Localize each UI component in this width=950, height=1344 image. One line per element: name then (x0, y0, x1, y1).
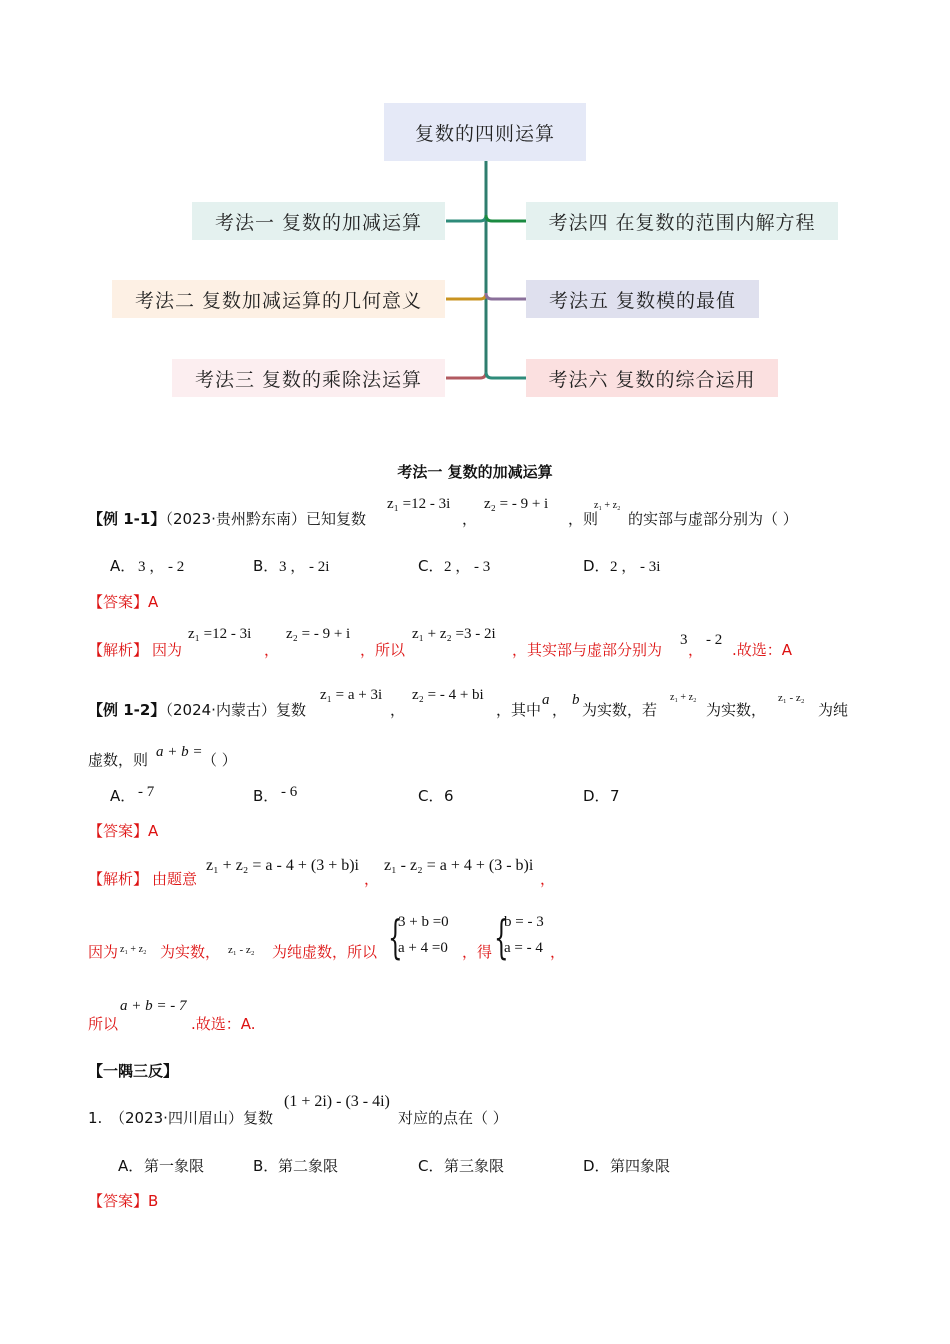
question-1-answer: 【答案】B (88, 1192, 159, 1210)
option-b-letter: B． (253, 1157, 279, 1175)
analysis-sum-small: z₁ + z₂ (120, 944, 147, 955)
text-is-pure-so: 为纯虚数，所以 (272, 943, 378, 961)
example-1-2-answer: 【答案】A (88, 822, 159, 840)
text-because: 因为 (152, 641, 183, 659)
option-a-value: - 7 (138, 784, 155, 800)
analysis-z2: z₂ = - 9 + i (286, 626, 351, 642)
comma: ， (688, 641, 704, 659)
text-so: 所以 (88, 1015, 119, 1033)
comma: ， (364, 870, 380, 888)
section-title: 考法一 复数的加减运算 (397, 463, 553, 481)
mindmap-root: 复数的四则运算 (384, 103, 586, 161)
var-b: b (572, 692, 580, 708)
system2-eq2: a = - 4 (504, 940, 543, 956)
text-get: ，得 (462, 943, 493, 961)
comma: ， (540, 870, 556, 888)
option-a-value: 第一象限 (144, 1157, 205, 1175)
option-c-value: 2 ， - 3 (444, 559, 491, 575)
question-1-number: 1. (88, 1109, 103, 1127)
comma: ， (552, 701, 568, 719)
option-a-letter: A． (110, 557, 136, 575)
example-1-2-z2: z₂ = - 4 + bi (412, 687, 484, 703)
example-1-1-label: 【例 1-1】 (88, 510, 166, 528)
analysis-result: a + b = - 7 (120, 998, 187, 1014)
text-is-real: 为实数， (160, 943, 221, 961)
text-real-if: 为实数，若 (582, 701, 658, 719)
system1-eq1: 3 + b =0 (398, 914, 449, 930)
analysis-imag-part: - 2 (706, 632, 723, 648)
question-1-tail: 对应的点在（ ） (398, 1109, 508, 1127)
mindmap-node-method2: 考法二 复数加减运算的几何意义 (112, 280, 445, 318)
mindmap-node-method4: 考法四 在复数的范围内解方程 (526, 202, 838, 240)
example-1-1-answer: 【答案】A (88, 593, 159, 611)
analysis-real-part: 3 (680, 632, 688, 648)
example-1-1-z1: z₁ =12 - 3i (387, 496, 451, 512)
option-a-letter: A． (110, 787, 136, 805)
example-1-1-z2: z₂ = - 9 + i (484, 496, 549, 512)
option-d-value: 第四象限 (610, 1157, 671, 1175)
text-by-problem: 由题意 (152, 870, 198, 888)
analysis-sum: z₁ + z₂ = a - 4 + (3 + b)i (206, 857, 359, 874)
option-c-value: 第三象限 (444, 1157, 505, 1175)
option-a-letter: A． (118, 1157, 144, 1175)
var-a: a (542, 692, 550, 708)
text-is-real: 为实数， (706, 701, 767, 719)
example-1-2-z1: z₁ = a + 3i (320, 687, 383, 703)
question-1-source: （2023·四川眉山）复数 (110, 1109, 273, 1127)
mindmap-node-method6: 考法六 复数的综合运用 (526, 359, 778, 397)
option-a-value: 3 ， - 2 (138, 559, 185, 575)
system-brace-1: { (388, 910, 403, 964)
practice-title: 【一隅三反】 (88, 1062, 179, 1080)
example-1-2-diff: z₁ - z₂ (778, 692, 805, 704)
text-pure: 为纯 (818, 701, 849, 719)
comma: ， (462, 510, 478, 528)
analysis-z1: z₁ =12 - 3i (188, 626, 252, 642)
example-1-1-source: （2023·贵州黔东南）已知复数 (158, 510, 366, 528)
analysis-label: 【解析】 (88, 870, 149, 888)
text-then: ，则 (568, 510, 599, 528)
option-b-value: 3 ， - 2i (279, 559, 330, 575)
option-d-letter: D． (583, 787, 610, 805)
analysis-diff: z₁ - z₂ = a + 4 + (3 - b)i (384, 857, 534, 874)
text-imaginary-then: 虚数，则 (88, 751, 149, 769)
analysis-sum: z₁ + z₂ =3 - 2i (412, 626, 496, 642)
option-b-letter: B． (253, 787, 279, 805)
text-so: ，所以 (360, 641, 406, 659)
option-d-letter: D． (583, 557, 610, 575)
question-1-expression: (1 + 2i) - (3 - 4i) (284, 1093, 390, 1110)
example-1-1-question: 的实部与虚部分别为（ ） (628, 510, 798, 528)
analysis-diff-small: z₁ - z₂ (228, 944, 255, 956)
option-c-letter: C． (418, 557, 444, 575)
system1-eq2: a + 4 =0 (398, 940, 448, 956)
example-1-2-sum: z₁ + z₂ (670, 692, 697, 703)
comma: ， (264, 641, 280, 659)
option-c-letter: C． (418, 787, 444, 805)
example-1-1-sum: z₁ + z₂ (594, 500, 621, 511)
comma: ， (550, 943, 566, 961)
example-1-2-source: （2024·内蒙古）复数 (158, 701, 306, 719)
option-d-value: 7 (610, 787, 620, 805)
text-choose: .故选：A (732, 641, 793, 659)
option-c-letter: C． (418, 1157, 444, 1175)
example-1-2-label: 【例 1-2】 (88, 701, 166, 719)
system-brace-2: { (494, 910, 509, 964)
option-b-value: - 6 (281, 784, 298, 800)
text-real-imag: ，其实部与虚部分别为 (512, 641, 663, 659)
answer-paren: （ ） (202, 751, 237, 769)
analysis-label: 【解析】 (88, 641, 149, 659)
mindmap-node-method3: 考法三 复数的乘除法运算 (172, 359, 445, 397)
text-because: 因为 (88, 943, 119, 961)
text-choose: .故选：A. (191, 1015, 256, 1033)
option-d-value: 2 ， - 3i (610, 559, 661, 575)
example-1-2-ab: a + b = (156, 744, 203, 760)
mindmap-node-method1: 考法一 复数的加减运算 (192, 202, 445, 240)
comma: ， (390, 701, 406, 719)
option-b-value: 第二象限 (278, 1157, 339, 1175)
option-b-letter: B． (253, 557, 279, 575)
system2-eq1: b = - 3 (504, 914, 544, 930)
text-where: ，其中 (496, 701, 542, 719)
mindmap-node-method5: 考法五 复数模的最值 (526, 280, 759, 318)
option-c-value: 6 (444, 787, 454, 805)
option-d-letter: D． (583, 1157, 610, 1175)
